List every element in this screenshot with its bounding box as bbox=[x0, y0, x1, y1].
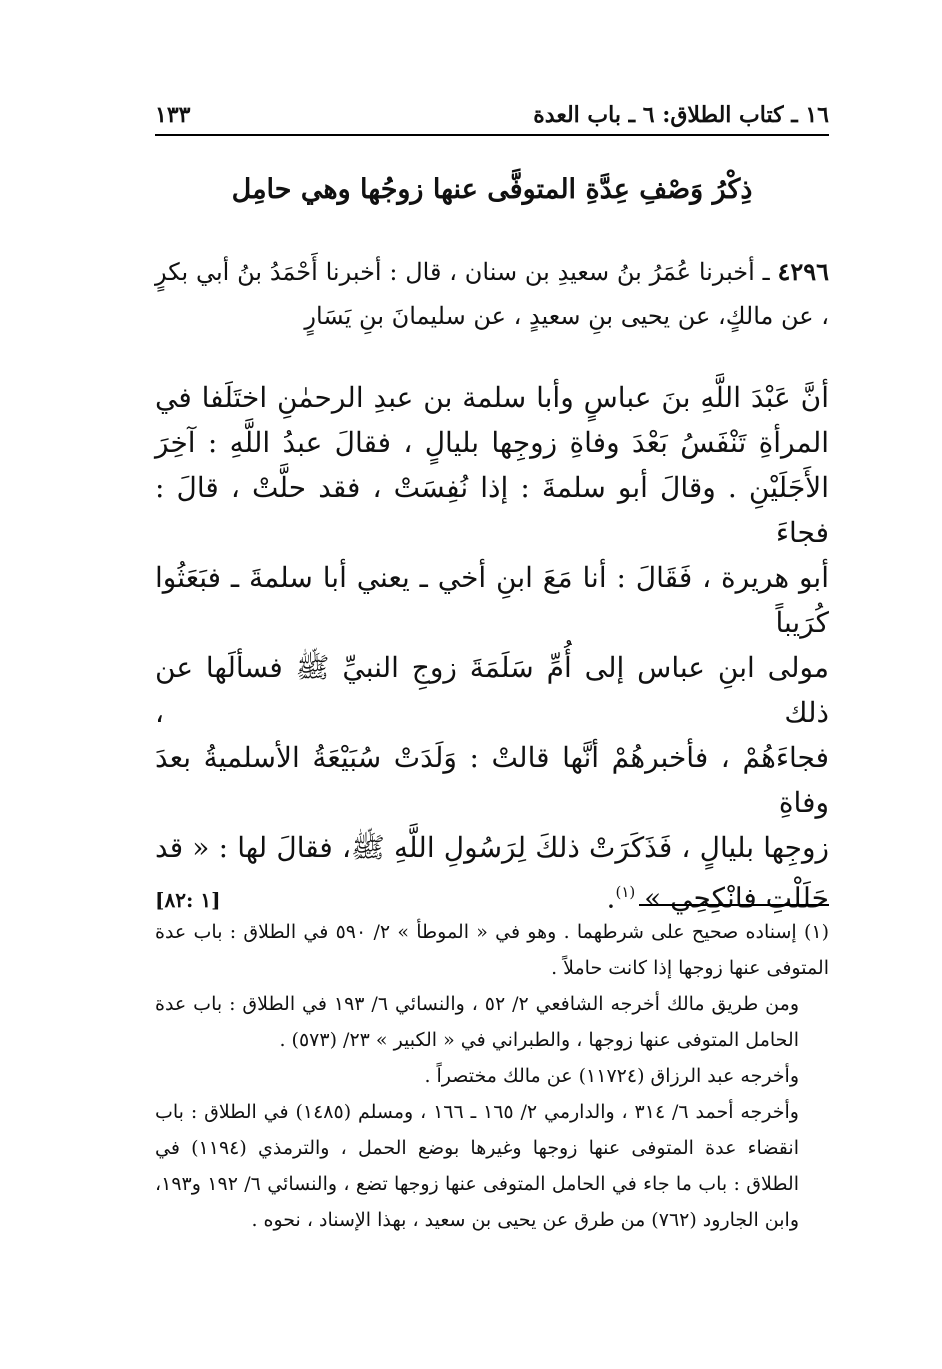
chapter-heading: ١٦ ـ كتاب الطلاق: ٦ ـ باب العدة bbox=[533, 102, 829, 128]
source-reference: [١ :٨٢] bbox=[155, 888, 221, 913]
isnad-text: ـ أخبرنا عُمَرُ بنُ سعيدِ بن سنان ، قال : أخبرنا أَحْمَدُ بنُ أبي بكرٍ ، عن مالكٍ، عن يحيى بنِ سعيدٍ ، عن سليمانَ بنِ يَسَارٍ bbox=[155, 258, 829, 330]
section-title: ذِكْرُ وَصْفِ عِدَّةِ المتوفَّى عنها زوجُها وهي حامِل bbox=[231, 174, 753, 205]
hadith-matn bbox=[155, 375, 829, 923]
matn-line: المرأةِ تَنْفَسُ بَعْدَ وفاةِ زوجِها بليالٍ ، فقالَ عبدُ اللَّهِ : آخِرَ bbox=[155, 426, 829, 459]
hadith-isnad bbox=[155, 250, 829, 338]
matn-line: مولى ابنِ عباس إلى أُمِّ سَلَمَةَ زوجِ النبيِّ ﷺ فسألَها عن ذلك ، bbox=[155, 651, 829, 729]
matn-line: أنَّ عَبْدَ اللَّهِ بنَ عباسٍ وأبا سلمة بن عبدِ الرحمٰنِ اختَلَفا في bbox=[155, 381, 829, 414]
footnote-marker: (١) bbox=[615, 883, 636, 901]
matn-line: زوجِها بليالٍ ، فَذَكَرَتْ ذلكَ لِرَسُولِ اللَّهِ ﷺ، فقالَ لها : « قد bbox=[155, 831, 829, 864]
footnote-rule bbox=[639, 904, 829, 906]
page-number: ١٣٣ bbox=[155, 102, 191, 128]
matn-line: فجاءَهُمْ ، فأخبرهُمْ أنَّها قالتْ : وَلَدَتْ سُبَيْعَةُ الأسلميةُ بعدَ وفاةِ bbox=[155, 741, 829, 819]
footnotes bbox=[155, 914, 829, 1238]
matn-last-text: حَلَلْتِ فانْكِحِي » bbox=[635, 881, 829, 915]
footnote-item: وأخرجه أحمد ٦/ ٣١٤ ، والدارمي ٢/ ١٦٥ ـ ١٦٦ ، ومسلم (١٤٨٥) في الطلاق : باب انقضاء عدة المتوفى عنها زوجها وغيرها بوضع الحمل ، والترمذي (١١٩٤) في الطلاق : باب ما جاء في الحامل المتوفى عنها زوجها تضع ، والنسائي ٦/ ١٩٢ و١٩٣، وابن الجارود (٧٦٢) من طرق عن يحيى بن سعيد ، بهذا الإسناد ، نحوه . bbox=[155, 1101, 799, 1231]
footnote-item: (١) إسناده صحيح على شرطهما . وهو في « الموطأ » ٢/ ٥٩٠ في الطلاق : باب عدة المتوفى عنها زوجها إذا كانت حاملاً . bbox=[155, 921, 829, 979]
running-header bbox=[155, 98, 829, 136]
book-page bbox=[155, 0, 829, 1369]
footnote-item: ومن طريق مالك أخرجه الشافعي ٢/ ٥٢ ، والنسائي ٦/ ١٩٣ في الطلاق : باب عدة الحامل المتوفى عنها زوجها ، والطبراني في « الكبير » ٢٣/ (٥٧٣) . bbox=[155, 993, 799, 1051]
hadith-number: ٤٢٩٦ bbox=[777, 257, 829, 286]
footnote-item: وأخرجه عبد الرزاق (١١٧٢٤) عن مالك مختصراً . bbox=[424, 1065, 799, 1087]
matn-line: الأَجَلَيْنِ . وقالَ أبو سلمةَ : إذا نُفِسَتْ ، فقد حلَّتْ ، قالَ : فجاءَ bbox=[155, 471, 829, 549]
end-dot: . bbox=[606, 881, 616, 915]
matn-line: أبو هريرة ، فَقَالَ : أنا مَعَ ابنِ أخي ـ يعني أبا سلمةَ ـ فبَعَثُوا كُرَيباً bbox=[155, 561, 829, 639]
